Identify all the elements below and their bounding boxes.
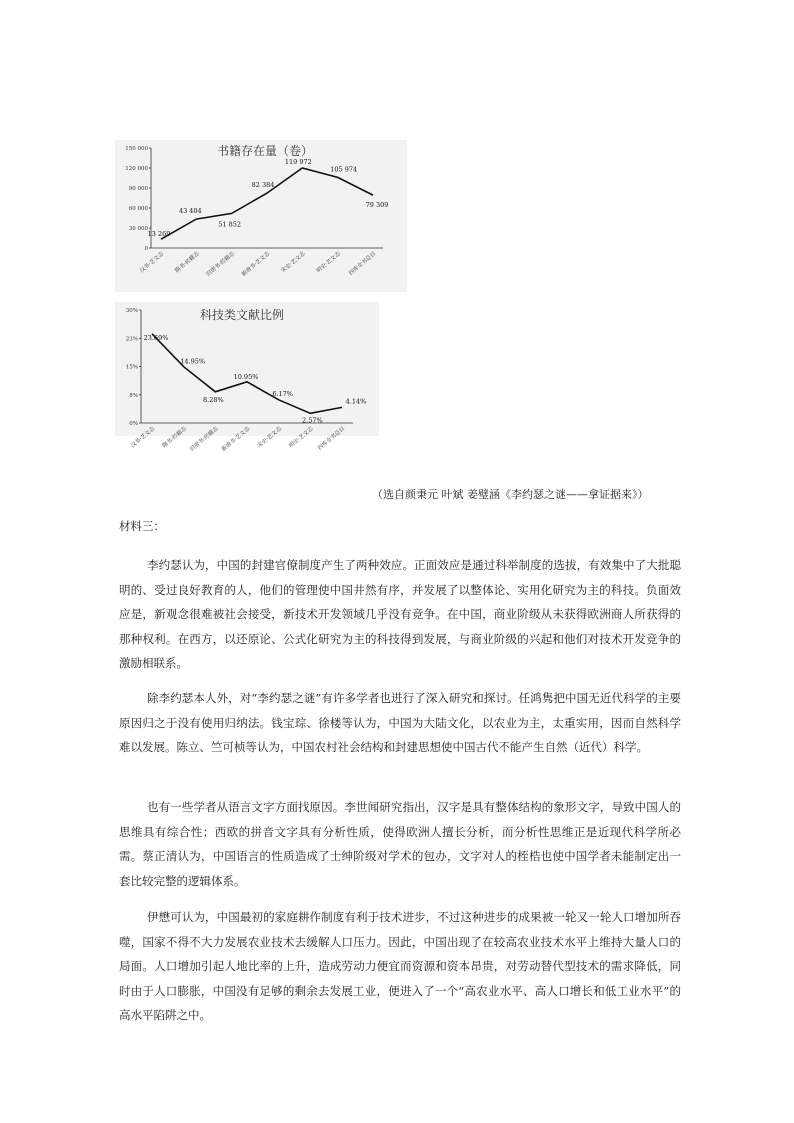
tech-y-tick-label: 30% [125, 308, 138, 314]
volume-data-label: 105 974 [330, 165, 358, 174]
tech-data-label: 6.17% [272, 389, 293, 398]
paragraph-2: 除李约瑟本人外，对“李约瑟之谜”有许多学者也进行了深入研究和探讨。任鸿隽把中国无近代科学的主要原因归之于没有使用归纳法。钱宝琮、徐楼等认为，中国为大陆文化，以农业为主，太重实用，因而自然科学难以发展。陈立、竺可桢等认为，中国农村社会结构和封建思想使中国古代不能产生自然（近代）科学。 [119, 691, 681, 754]
tech-data-label: 23.69% [143, 333, 169, 342]
volume-data-label: 51 852 [218, 220, 242, 229]
tech-data-label: 8.28% [203, 395, 224, 404]
volume-category-label: 汉书·艺文志 [139, 250, 166, 275]
tech-literature-chart [115, 302, 379, 453]
paragraph-1: 李约瑟认为，中国的封建官僚制度产生了两种效应。正面效应是通过科举制度的选拔，有效集中了大批聪明的、受过良好教育的人，他们的管理使中国井然有序，并发展了以整体论、实用化研究为主的科技。负面效应是，新观念很难被社会接受，新技术开发领域几乎没有竞争。在中国，商业阶级从未获得欧洲商人所获得的那种权利。在西方，以还原论、公式化研究为主的科技得到发展，与商业阶级的兴起和他们对技术开发竞争的激励相联系。 [119, 558, 681, 670]
tech-category-label: 汉书·艺文志 [130, 425, 157, 450]
volume-data-label: 119 972 [284, 158, 312, 167]
volume-category-label: 旧唐书·经籍志 [205, 250, 236, 278]
source-caption: （选自颜秉元 叶斌 姜璧涵《李约瑟之谜——拿证据来》） [372, 488, 649, 501]
tech-y-tick-label: 0% [129, 421, 138, 427]
volume-y-tick-label: 60 000 [128, 206, 148, 212]
tech-data-label: 10.95% [233, 372, 259, 381]
volume-y-tick-label: 30 000 [128, 226, 148, 232]
tech-y-tick-label: 15% [125, 364, 138, 371]
tech-category-label: 旧唐书·经籍志 [189, 425, 220, 453]
volume-data-label: 43 404 [178, 207, 202, 216]
paragraph-4: 伊懋可认为，中国最初的家庭耕作制度有利于技术进步，不过这种进步的成果被一轮又一轮人口增加所吞噬，国家不得不大力发展农业技术去缓解人口压力。因此，中国出现了在较高农业技术水平上维持大量人口的局面。人口增加引起人地比率的上升，造成劳动力便宜而资源和资本昂贵，对劳动替代型技术的需求降低，同时由于人口膨胀，中国没有足够的剩余去发展工业，便进入了一个“高农业水平、高人口增长和低工业水平”的高水平陷阱之中。 [119, 910, 681, 1022]
tech-y-tick-label: 23% [125, 336, 138, 343]
paragraph-3: 也有一些学者从语言文字方面找原因。李世闻研究指出，汉字是具有整体结构的象形文字，导致中国人的思维具有综合性；西欧的拼音文字具有分析性质，使得欧洲人擅长分析，而分析性思维正是近现代科学所必需。蔡正清认为，中国语言的性质造成了士绅阶级对学术的包办，文字对人的桎梏也使中国学者未能制定出一套比较完整的逻辑体系。 [119, 800, 681, 888]
volume-series-line [161, 168, 373, 239]
tech-literature-chart-svg [115, 302, 379, 453]
tech-category-label: 四库全书总目 [317, 425, 347, 452]
volume-category-label: 宋史·艺文志 [280, 250, 307, 275]
volume-y-tick-label: 90 000 [128, 186, 148, 192]
volume-data-label: 82 384 [251, 181, 275, 190]
tech-category-label: 宋史·艺文志 [256, 425, 283, 450]
tech-title: 科技类文献比例 [199, 308, 285, 322]
volume-category-label: 新唐书·艺文志 [240, 250, 272, 278]
volume-title: 书籍存在量（卷） [216, 144, 314, 158]
volume-category-label: 四库全书总目 [348, 250, 378, 277]
tech-category-label: 隋书·经籍志 [161, 425, 188, 450]
tech-y-tick-label: 8% [129, 392, 138, 399]
tech-data-label: 14.95% [180, 357, 206, 366]
book-volume-chart [115, 140, 407, 292]
volume-y-tick-label: 0 [144, 246, 148, 252]
tech-data-label: 4.14% [345, 397, 367, 406]
volume-y-tick-label: 150 000 [125, 146, 148, 152]
volume-category-label: 明史·艺文志 [315, 250, 342, 275]
tech-data-label: 2.57% [302, 416, 323, 425]
tech-category-label: 明史·艺文志 [288, 425, 315, 450]
tech-category-label: 新唐书·艺文志 [220, 425, 252, 453]
book-volume-chart-svg [115, 140, 407, 292]
volume-data-label: 13 269 [147, 230, 171, 239]
volume-category-label: 隋书·经籍志 [174, 250, 201, 275]
volume-data-label: 79 309 [365, 201, 389, 210]
volume-y-tick-label: 120 000 [125, 166, 148, 172]
section-label: 材料三： [119, 519, 165, 533]
